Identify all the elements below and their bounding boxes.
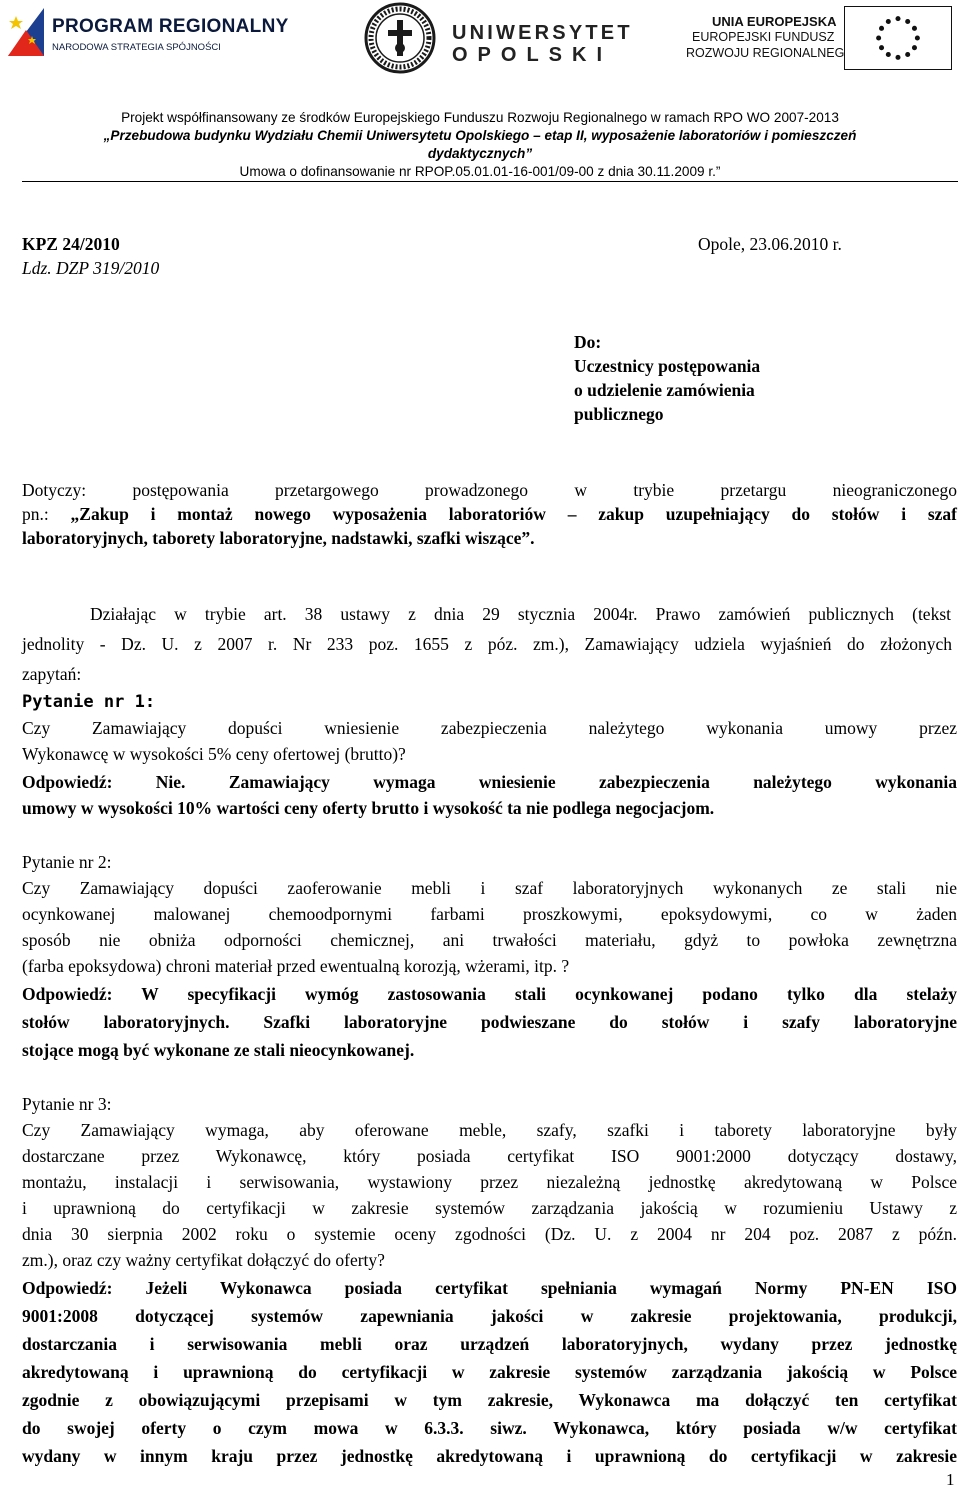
- program-regionalny-subtitle: NARODOWA STRATEGIA SPÓJNOŚCI: [52, 42, 221, 53]
- subject-title-part2: laboratoryjnych, taborety laboratoryjne, nadstawki, szafki wiszące”.: [22, 528, 535, 548]
- q1-answer-line1: [22, 772, 957, 793]
- project-cofinancing-line: Projekt współfinansowany ze środków Europejskiego Funduszu Rozwoju Regionalnego w ramach RPO WO 2007-2013: [121, 110, 839, 125]
- q3-line: dnia 30 sierpnia 2002 roku o systemie oceny zgodności (Dz. U. z 2004 nr 204 poz. 2087 z późn.: [22, 1224, 957, 1244]
- q1-line: Wykonawcę w wysokości 5% ceny ofertowej (brutto)?: [22, 744, 406, 764]
- program-regionalny-logo: [6, 6, 289, 62]
- q3-answer-line: zgodnie z obowiązującymi przepisami w tym zakresie, Wykonawca ma dołączyć ten certyfikat: [22, 1390, 957, 1410]
- q3-answer-line: 9001:2008 dotyczącej systemów zapewniania jakości w zakresie projektowania, produkcji,: [22, 1306, 957, 1326]
- university-name-line2: OPOLSKI: [452, 44, 613, 66]
- contract-line: Umowa o dofinansowanie nr RPOP.05.01.01-16-001/09-00 z dnia 30.11.2009 r.”: [239, 164, 721, 179]
- q3-line: dostarczane przez Wykonawcę, który posiada certyfikat ISO 9001:2000 dotyczący dostawy,: [22, 1146, 957, 1166]
- q2-line: ocynkowanej malowanej chemoodpornymi farbami proszkowymi, epoksydowymi, co w żaden: [22, 904, 957, 924]
- recipient-to: Do:: [574, 332, 602, 352]
- q1-label: Pytanie nr 1:: [22, 692, 156, 712]
- q2-line: (farba epoksydowa) chroni materiał przed ewentualną korozją, wżerami, itp. ?: [22, 956, 570, 976]
- q3-line: zm.), oraz czy ważny certyfikat dołączyć do oferty?: [22, 1250, 385, 1270]
- eu-logo-line1: UNIA EUROPEJSKA: [712, 14, 837, 29]
- subject-line2: [22, 504, 957, 525]
- q2-line: Czy Zamawiający dopuści zaoferowanie mebli i szaf laboratoryjnych wykonanych ze stali nie: [22, 878, 957, 898]
- intro-line2: jednolity - Dz. U. z 2007 r. Nr 233 poz. 1655 z póz. zm.), Zamawiający udziela wyjaśnień do złożonych: [22, 634, 952, 654]
- intro-line1: Działając w trybie art. 38 ustawy z dnia 29 stycznia 2004r. Prawo zamówień publicznych (tekst: [90, 604, 951, 624]
- eu-logo-line3: ROZWOJU REGIONALNEGO: [686, 46, 855, 60]
- q3-label: Pytanie nr 3:: [22, 1094, 112, 1114]
- header-divider: [22, 181, 958, 182]
- q3-line: Czy Zamawiający wymaga, aby oferowane meble, szafy, szafki i taborety laboratoryjne były: [22, 1120, 957, 1140]
- program-regionalny-title: PROGRAM REGIONALNY: [52, 16, 289, 37]
- university-seal-icon: [364, 2, 436, 74]
- university-name-line1: UNIWERSYTET: [452, 22, 633, 44]
- q2-answer-line: stojące mogą być wykonane ze stali nieocynkowanej.: [22, 1040, 415, 1060]
- recipient-line1: Uczestnicy postępowania: [574, 356, 761, 376]
- q3-answer-line: akredytowaną i uprawnioną do certyfikacji w zakresie systemów zarządzania jakością w Polsce: [22, 1362, 957, 1382]
- recipient-line2: o udzielenie zamówienia: [574, 380, 755, 400]
- place-date: Opole, 23.06.2010 r.: [698, 234, 842, 254]
- q1-answer-rest: Zamawiający wymaga wniesienie zabezpieczenia należytego wykonania: [228, 772, 957, 792]
- q3-answer-line: wydany w innym kraju przez jednostkę akredytowaną i uprawnioną do certyfikacji w zakresie: [22, 1446, 957, 1466]
- ldz-reference: Ldz. DZP 319/2010: [22, 258, 160, 278]
- subject-title-part1: „Zakup i montaż nowego wyposażenia laboratoriów – zakup uzupełniający do stołów i szaf: [70, 504, 957, 524]
- q3-line: i uprawnioną do certyfikacji w zakresie systemów zarządzania jakością w rozumieniu Ustawy z: [22, 1198, 957, 1218]
- q1-line: Czy Zamawiający dopuści wniesienie zabezpieczenia należytego wykonania umowy przez: [22, 718, 957, 738]
- eu-star-flag-icon: [6, 6, 46, 58]
- q3-answer-line: dostarczania i serwisowania mebli oraz urządzeń laboratoryjnych, wydany przez jednostkę: [22, 1334, 957, 1354]
- subject-prefix: pn.:: [22, 504, 71, 524]
- unia-europejska-logo: [686, 6, 954, 70]
- q3-answer-line: Odpowiedź: Jeżeli Wykonawca posiada certyfikat spełniania wymagań Normy PN-EN ISO: [22, 1278, 957, 1298]
- recipient-line3: publicznego: [574, 404, 664, 424]
- q2-answer-line: Odpowiedź: W specyfikacji wymóg zastosowania stali ocynkowanej podano tylko dla stelaży: [22, 984, 957, 1004]
- kpz-reference: KPZ 24/2010: [22, 234, 120, 254]
- eu-logo-line2: EUROPEJSKI FUNDUSZ: [692, 30, 835, 44]
- q1-answer-line2: umowy w wysokości 10% wartości ceny oferty brutto i wysokość ta nie podlega negocjacjom.: [22, 798, 715, 818]
- q1-answer-label: Odpowiedź: Nie.: [22, 772, 186, 792]
- q2-line: sposób nie obniża odporności chemicznej, ani trwałości materiału, gdyż to powłoka zewnętrzna: [22, 930, 957, 950]
- eu-flag-icon: [844, 6, 952, 70]
- q3-answer-line: do swojej oferty o czym mowa w 6.3.3. siwz. Wykonawca, który posiada w/w certyfikat: [22, 1418, 957, 1438]
- q3-line: montażu, instalacji i serwisowania, wystawiony przez niezależną jednostkę akredytowaną w Polsce: [22, 1172, 957, 1192]
- q2-label: Pytanie nr 2:: [22, 852, 112, 872]
- page-number: 1: [946, 1470, 955, 1489]
- intro-line3: zapytań:: [22, 664, 82, 684]
- uniwersytet-opolski-logo: [364, 2, 633, 78]
- project-title-line2: dydaktycznych”: [427, 146, 533, 161]
- q2-answer-line: stołów laboratoryjnych. Szafki laboratoryjne podwieszane do stołów i szafy laboratoryjne: [22, 1012, 957, 1032]
- subject-line1: Dotyczy: postępowania przetargowego prowadzonego w trybie przetargu nieograniczonego: [22, 480, 957, 500]
- project-title-line1: „Przebudowa budynku Wydziału Chemii Uniwersytetu Opolskiego – etap II, wyposażenie laboratoriów i pomieszczeń: [103, 128, 857, 143]
